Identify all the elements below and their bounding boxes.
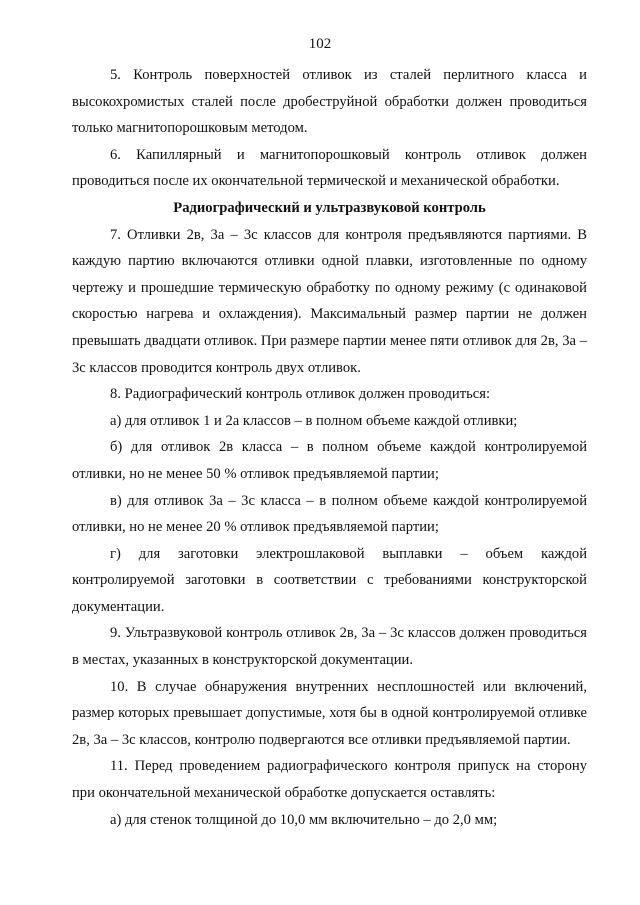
paragraph-10: 10. В случае обнаружения внутренних несплошностей или включений, размер которых превышает допустимые, хотя бы в одной контролируемой отливке 2в, 3а – 3с классов, контролю подвергаются все отливки предъявляемой партии. [72,678,587,748]
list-item-8b: б) для отливок 2в класса – в полном объеме каждой контролируемой отливки, но не менее 50 % отливок предъявляемой партии; [72,439,587,482]
paragraph-6: 6. Капиллярный и магнитопорошковый контроль отливок должен проводиться после их окончательной термической и механической обработки. [72,146,587,190]
paragraph-5: 5. Контроль поверхностей отливок из сталей перлитного класса и высокохромистых сталей после дробеструйной обработки должен проводиться только магнитопорошковым методом. [72,67,587,137]
list-item-8g: г) для заготовки электрошлаковой выплавки – объем каждой контролируемой заготовки в соответствии с требованиями конструкторской документации. [72,545,587,615]
list-item-8a: а) для отливок 1 и 2а классов – в полном объеме каждой отливки; [110,412,518,429]
paragraph-7: 7. Отливки 2в, 3а – 3с классов для контроля предъявляются партиями. В каждую партию включаются отливки одной плавки, изготовленные по одному чертежу и прошедшие термическую обработку по одному режиму (с одинаковой скоростью нагрева и охлаждения). Максимальный размер партии не должен превышать двадцати отливок. При размере партии менее пяти отливок для 2в, 3а – 3с классов проводится контроль двух отливок. [72,226,587,376]
paragraph-8: 8. Радиографический контроль отливок должен проводиться: [110,386,491,403]
page-number: 102 [308,36,332,52]
paragraph-9: 9. Ультразвуковой контроль отливок 2в, 3а – 3с классов должен проводиться в местах, указанных в конструкторской документации. [72,625,587,669]
paragraph-11: 11. Перед проведением радиографического контроля припуск на сторону при окончательной механической обработке допускается оставлять: [72,758,587,802]
list-item-8v: в) для отливок 3а – 3с класса – в полном объеме каждой контролируемой отливки, но не менее 20 % отливок предъявляемой партии; [72,492,587,536]
section-heading: Радиографический и ультразвуковой контроль [173,199,486,216]
document-body [72,62,587,833]
list-item-11a: а) для стенок толщиной до 10,0 мм включительно – до 2,0 мм; [110,811,498,828]
